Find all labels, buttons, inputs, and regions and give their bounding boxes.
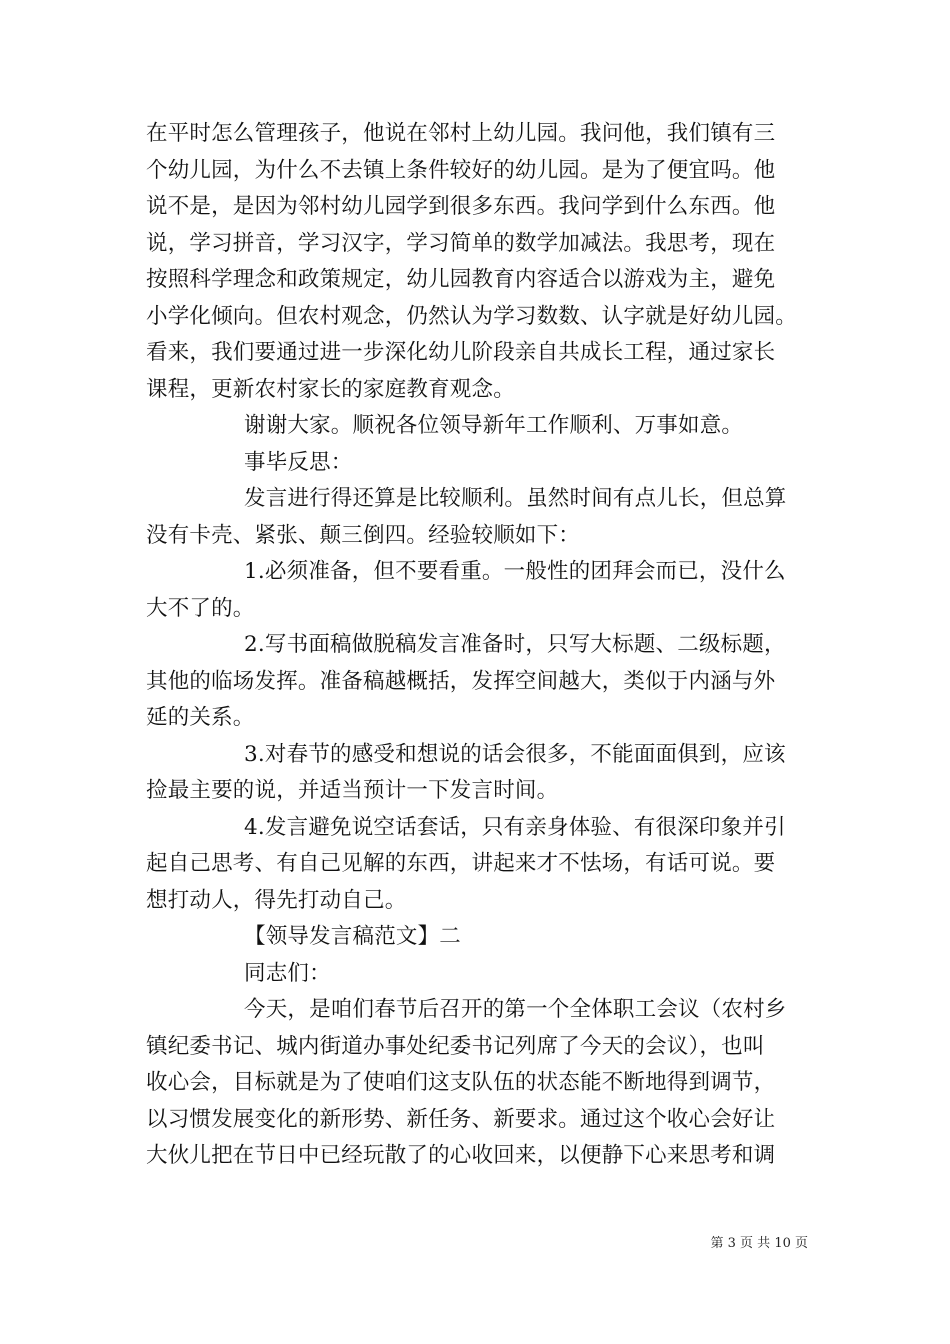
text-line: 看来，我们要通过进一步深化幼儿阶段亲自共成长工程，通过家长 (146, 340, 776, 365)
text-line: 没有卡壳、紧张、颠三倒四。经验较顺如下： (146, 522, 581, 548)
text-line: 小学化倾向。但农村观念，仍然认为学习数数、认字就是好幼儿园。 (146, 303, 798, 329)
list-item-2: 2.写书面稿做脱稿发言准备时，只写大标题、二级标题， (244, 632, 786, 657)
text-line: 以习惯发展变化的新形势、新任务、新要求。通过这个收心会好让 (146, 1106, 776, 1132)
closing-line: 谢谢大家。顺祝各位领导新年工作顺利、万事如意。 (244, 413, 744, 438)
section-heading: 事毕反思： (244, 449, 353, 475)
text-line: 说，学习拼音，学习汉字，学习简单的数学加减法。我思考，现在 (146, 230, 776, 256)
text-line: 发言进行得还算是比较顺利。虽然时间有点儿长，但总算 (244, 486, 787, 511)
text-line: 个幼儿园，为什么不去镇上条件较好的幼儿园。是为了便宜吗。他 (146, 157, 776, 183)
page-number: 第 3 页 共 10 页 (710, 1236, 808, 1251)
text-line: 大不了的。 (146, 595, 255, 621)
document-body (146, 116, 818, 1175)
text-line: 说不是，是因为邻村幼儿园学到很多东西。我问学到什么东西。他 (146, 194, 776, 219)
text-line: 捡最主要的说，并适当预计一下发言时间。 (146, 778, 559, 803)
text-line: 大伙儿把在节日中已经玩散了的心收回来，以便静下心来思考和调 (146, 1143, 776, 1168)
salutation: 同志们： (244, 960, 331, 986)
text-line: 想打动人，得先打动自己。 (146, 887, 407, 913)
section-title: 【领导发言稿范文】二 (244, 924, 462, 949)
text-line: 课程，更新农村家长的家庭教育观念。 (146, 376, 515, 402)
text-line: 镇纪委书记、城内街道办事处纪委书记列席了今天的会议），也叫 (146, 1033, 765, 1059)
text-line: 起自己思考、有自己见解的东西，讲起来才不怯场，有话可说。要 (146, 851, 776, 876)
list-item-3: 3.对春节的感受和想说的话会很多，不能面面俱到，应该 (244, 741, 786, 767)
text-line: 延的关系。 (146, 705, 255, 730)
list-item-4: 4.发言避免说空话套话，只有亲身体验、有很深印象并引 (244, 814, 786, 840)
text-line: 在平时怎么管理孩子，他说在邻村上幼儿园。我问他，我们镇有三 (146, 121, 776, 146)
text-line: 按照科学理念和政策规定，幼儿园教育内容适合以游戏为主，避免 (146, 267, 776, 292)
text-line: 收心会，目标就是为了使咱们这支队伍的状态能不断地得到调节， (146, 1070, 776, 1095)
text-line: 今天，是咱们春节后召开的第一个全体职工会议（农村乡 (244, 997, 787, 1022)
text-line: 其他的临场发挥。准备稿越概括，发挥空间越大，类似于内涵与外 (146, 668, 776, 694)
list-item-1: 1.必须准备，但不要看重。一般性的团拜会而已，没什么 (244, 559, 786, 584)
